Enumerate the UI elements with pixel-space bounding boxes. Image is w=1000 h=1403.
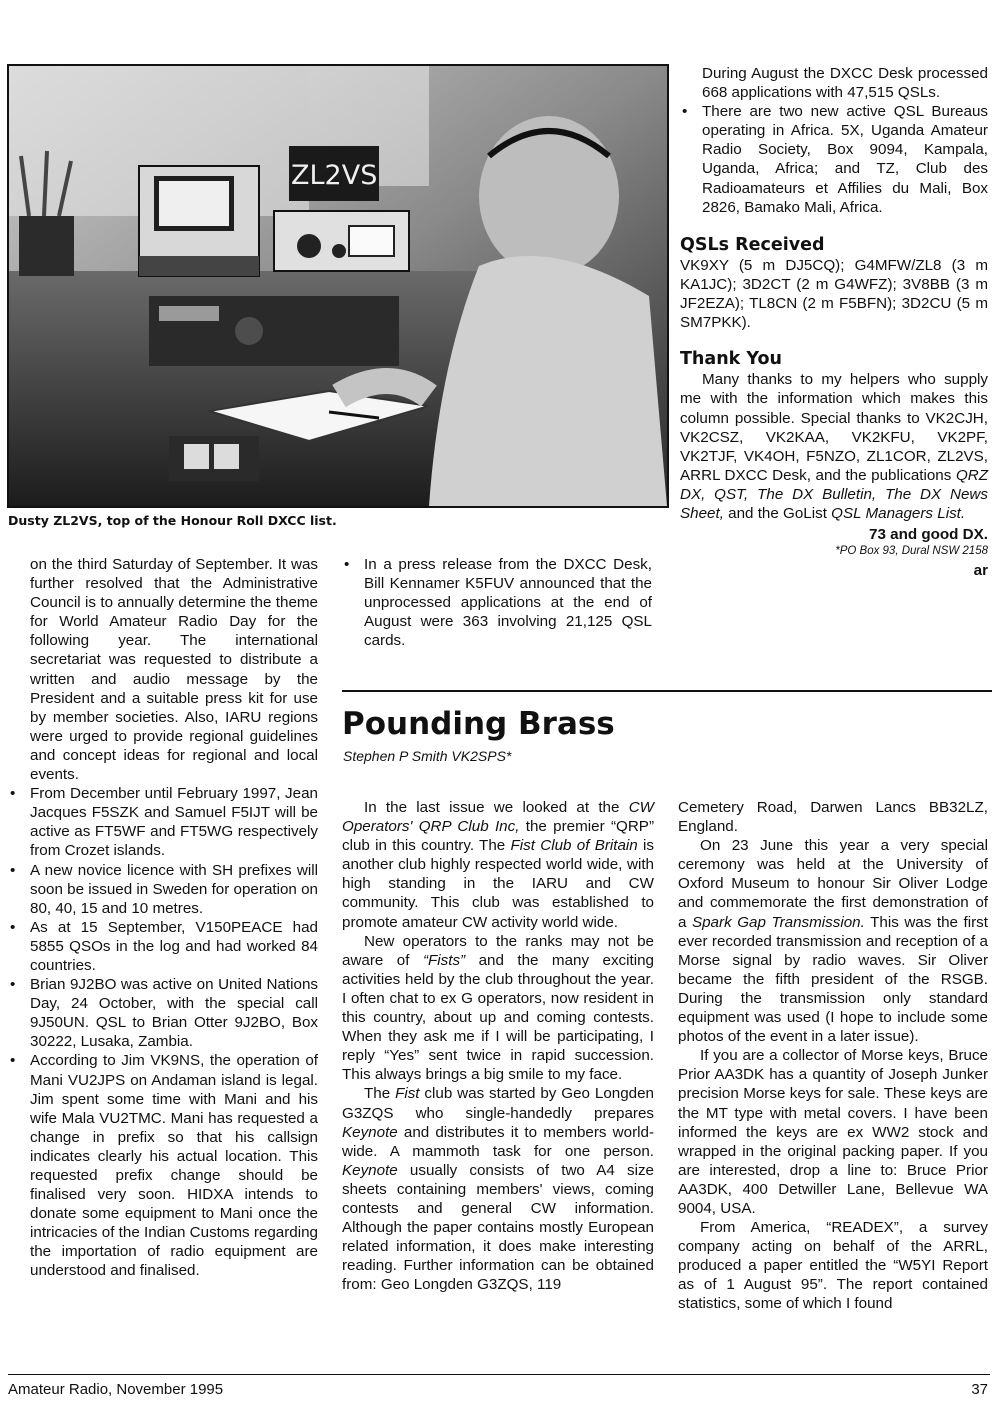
end-mark: ar: [973, 562, 988, 580]
qsls-received-text: VK9XY (5 m DJ5CQ); G4MFW/ZL8 (3 m KA1JC); 3D2CT (2 m G4WFZ); 3V8BB (3 m JF2EZA); TL8CN (2 m F5BFN); 3D2CU (5 m SM7PKK).: [680, 256, 988, 332]
left-column: [8, 555, 318, 1281]
middle-column-top: [342, 555, 652, 650]
thank-you-heading: Thank You: [680, 349, 782, 370]
thank-you-text: Many thanks to my helpers who supply me with the information which makes this column possible. Special thanks to VK2CJH, VK2CSZ, VK2KAA, VK2KFU, VK2PF, VK2TJF, VK4OH, F5NZO, ZL1COR, ZL2VS, ARRL DXCC Desk, and the publications QRZ DX, QST, The DX Bulletin, The DX News Sheet, and the GoList QSL Managers List.: [680, 371, 988, 522]
article-paragraph: From America, “READEX”, a survey company acting on behalf of the ARRL, produced a paper entitled the “W5YI Report as of 1 August 95”. The report contained statistics, some of which I found: [678, 1219, 988, 1313]
article-title: Pounding Brass: [342, 706, 615, 742]
qsl-bureaus-bullet: • There are two new active QSL Bureaus operating in Africa. 5X, Uganda Amateur Radio Society, Box 9094, Kampala, Uganda, Africa; and TZ, Club des Radioamateurs et Affilies du Mali, Box 2826, Bamako Mali, Africa.: [680, 102, 988, 217]
article-paragraph: New operators to the ranks may not be aware of “Fists” and the many exciting activities held by the club throughout the year. I often chat to ex G operators, now resident in this country, about up and coming contests. When they ask me if I will be participating, I reply “Yes” sent twice in rapid succession. This always brings a big smile to my face.: [342, 932, 654, 1084]
article-byline: Stephen P Smith VK2SPS*: [343, 748, 512, 764]
author-address: *PO Box 93, Dural NSW 2158: [835, 545, 988, 558]
iaru-paragraph: on the third Saturday of September. It was further resolved that the Administrative Council is to annually determine the theme for World Amateur Radio Day for the following year. The international secretariat was requested to distribute a written and audio message by the President and a suitable press kit for use by member societies. Also, IARU regions were urged to provide regional guidelines and concept ideas for regional and local events.: [30, 556, 318, 784]
article-paragraph: If you are a collector of Morse keys, Bruce Prior AA3DK has a quantity of Joseph Junker precision Morse keys for sale. These keys are the MT type with metal covers. I have been informed the keys are ex WW2 stock and wrapped in the original packing paper. If you are interested, drop a line to: Bruce Prior AA3DK, 400 Detwiller Lane, Bellevue WA 9004, USA.: [678, 1047, 988, 1217]
article-column-2: [678, 798, 988, 1314]
article-paragraph: In the last issue we looked at the CW Operators' QRP Club Inc, the premier “QRP” club in this country. The Fist Club of Britain is another club highly respected world wide, with high standing in the IARU and CW community. This club was established to promote amateur CW activity world wide.: [342, 799, 654, 931]
list-item: • According to Jim VK9NS, the operation of Mani VU2JPS on Andaman island is legal. Jim spent some time with Mani and his wife Mala VU2TMC. Mani has requested a change in prefix so that his callsign indicates clearly his actual location. This requested prefix change should be finalised very soon. HIDXA intends to donate some equipment to Mani once the intricacies of the Indian Customs regarding the importation of radio equipment are understood and finalised.: [8, 1051, 318, 1280]
page-number: 37: [971, 1381, 988, 1398]
list-item: • A new novice licence with SH prefixes will soon be issued in Sweden for operation on 80, 40, 15 and 10 metres.: [8, 861, 318, 918]
article-paragraph: On 23 June this year a very special ceremony was held at the University of Oxford Museum to honour Sir Oliver Lodge and commemorate the first demonstration of a Spark Gap Transmission. This was the first ever recorded transmission and reception of a Morse signal by radio waves. Sir Oliver became the fifth president of the RSGB. During the transmission only standard equipment was used (I hope to include some photos of the event in a later issue).: [678, 837, 988, 1046]
article-column-1: [342, 798, 654, 1294]
article-paragraph: Cemetery Road, Darwen Lancs BB32LZ, England.: [678, 799, 988, 836]
footer-publication: Amateur Radio, November 1995: [8, 1381, 224, 1398]
photo-caption: Dusty ZL2VS, top of the Honour Roll DXCC list.: [8, 513, 337, 528]
article-top-rule: [342, 690, 992, 692]
list-item: • Brian 9J2BO was active on United Nations Day, 24 October, with the special call 9J50UN. QSL to Brian Otter 9J2BO, Box 30222, Lusaka, Zambia.: [8, 975, 318, 1051]
list-item: • From December until February 1997, Jean Jacques F5SZK and Samuel F5IJT will be active as FT5WF and FT5WG respectively from Crozet islands.: [8, 784, 318, 860]
photo-dusty-zl2vs: [7, 64, 669, 508]
photo-illustration: [9, 66, 667, 506]
dxcc-press-release-bullet: • In a press release from the DXCC Desk, Bill Kennamer K5FUV announced that the unprocessed applications at the end of August were 363 involving 21,125 QSL cards.: [342, 555, 652, 650]
dxcc-desk-paragraph: During August the DXCC Desk processed 668 applications with 47,515 QSLs.: [702, 65, 988, 102]
qsls-received-heading: QSLs Received: [680, 234, 825, 255]
footer-rule: [8, 1374, 990, 1375]
photo-callsign-sign: ZL2VS: [291, 160, 378, 191]
signoff: 73 and good DX.: [869, 526, 988, 544]
article-paragraph: The Fist club was started by Geo Longden G3ZQS who single-handedly prepares Keynote and distributes it to members world-wide. A mammoth task for one person. Keynote usually consists of two A4 size sheets containing members' views, coming contests and general CW information. Although the paper contains mostly European related information, it does make interesting reading. Further information can be obtained from: Geo Longden G3ZQS, 119: [342, 1085, 654, 1294]
top-right-column: [680, 64, 988, 580]
list-item: • As at 15 September, V150PEACE had 5855 QSOs in the log and had worked 84 countries.: [8, 918, 318, 975]
